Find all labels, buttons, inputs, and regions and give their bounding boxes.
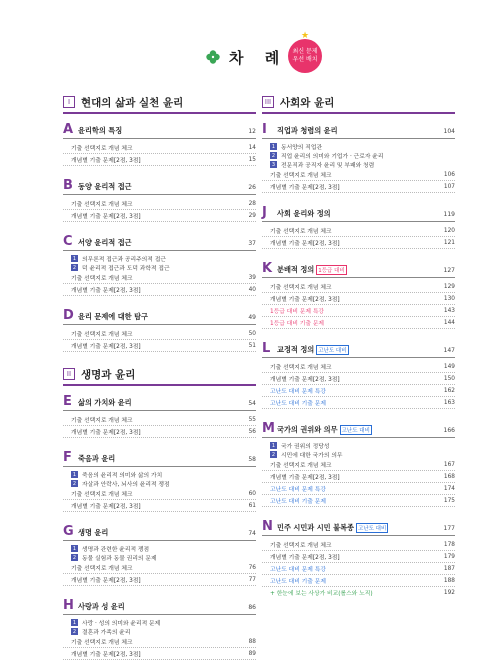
entry-label: 고난도 대비 기출 문제 (270, 499, 326, 505)
section-page: 12 (248, 128, 256, 135)
entry-label: 개념별 기출 문제[2점, 3점] (71, 578, 141, 584)
section-heading[interactable] (63, 234, 256, 251)
entry-page: 143 (443, 307, 455, 314)
toc-entry[interactable] (63, 142, 256, 154)
section-heading[interactable] (63, 524, 256, 541)
toc-entry[interactable] (262, 495, 455, 507)
subtopic-text: 덕 윤리적 접근과 도덕 과학적 접근 (82, 266, 170, 272)
section-tag: 고난도 대비 (316, 345, 348, 355)
toc-entry[interactable] (262, 385, 455, 397)
part-number: III (262, 96, 274, 108)
entry-page: 56 (248, 428, 256, 435)
toc-section (63, 234, 256, 296)
entry-label: 기출 선택지로 개념 체크 (71, 276, 133, 282)
toc-entry[interactable] (262, 225, 455, 237)
subtopic[interactable] (262, 160, 455, 169)
toc-entry[interactable] (262, 305, 455, 317)
toc-entry[interactable] (63, 284, 256, 296)
section-tag: 1등급 대비 (316, 265, 347, 275)
toc-entry[interactable] (262, 181, 455, 193)
toc-section (262, 519, 455, 598)
section-heading[interactable] (262, 341, 455, 358)
subtopic[interactable] (63, 618, 256, 627)
entry-label: 고난도 대비 기출 문제 (270, 401, 326, 407)
clover-icon (205, 49, 221, 65)
toc-entry[interactable] (63, 328, 256, 340)
entry-label: 개념별 기출 문제[2점, 3점] (270, 297, 340, 303)
toc-entry[interactable] (262, 317, 455, 329)
subtopic-number: 1 (72, 545, 77, 552)
entry-page: 106 (443, 171, 455, 178)
entry-label: 개념별 기출 문제[2점, 3점] (270, 377, 340, 383)
part-heading (63, 364, 256, 384)
toc-entry[interactable] (262, 563, 455, 575)
entry-page: 174 (443, 485, 455, 492)
entry-label: 기출 선택지로 개념 체크 (71, 566, 133, 572)
part-heading (262, 92, 455, 112)
toc-part (63, 92, 256, 352)
entry-page: 61 (248, 502, 256, 509)
section-page: 86 (248, 604, 256, 611)
subtopic-number: 1 (271, 143, 276, 150)
subtopic[interactable] (262, 151, 455, 160)
section-title: 직업과 청렴의 윤리 (277, 126, 338, 135)
toc-entry[interactable] (262, 397, 455, 409)
part-number: II (63, 368, 75, 380)
toc-entry[interactable] (63, 636, 256, 648)
section-letter: B (63, 178, 73, 193)
toc-entry[interactable] (63, 426, 256, 438)
toc-entry[interactable] (63, 340, 256, 352)
section-page: 54 (248, 400, 256, 407)
section-title: 분배적 정의 (277, 265, 315, 274)
toc-entry[interactable] (63, 562, 256, 574)
subtopic-number: 2 (72, 480, 77, 487)
part-underline (63, 112, 256, 114)
entry-label: 고난도 대비 기출 문제 (270, 579, 326, 585)
subtopic-number: 2 (72, 628, 77, 635)
entry-page: 121 (443, 239, 455, 246)
entry-label: 기출 선택지로 개념 체크 (71, 492, 133, 498)
section-tag: 고난도 대비 (356, 523, 388, 533)
section-letter: F (63, 450, 72, 465)
toc-entry[interactable] (262, 483, 455, 495)
toc-part (63, 364, 256, 660)
section-heading[interactable] (63, 598, 256, 615)
section-letter: M (262, 421, 275, 436)
section-page: 26 (248, 184, 256, 191)
section-title: 윤리학의 특징 (78, 126, 123, 135)
toc-entry[interactable] (63, 648, 256, 660)
toc-section (63, 598, 256, 660)
subtopic-number: 2 (271, 451, 276, 458)
subtopic[interactable] (63, 553, 256, 562)
section-letter: A (63, 122, 74, 137)
entry-page: 187 (443, 565, 455, 572)
toc-entry[interactable] (63, 488, 256, 500)
entry-label: 개념별 기출 문제[2점, 3점] (71, 504, 141, 510)
subtopic[interactable] (63, 544, 256, 553)
section-title: 사랑과 성 윤리 (78, 602, 125, 611)
entry-label: 기출 선택지로 개념 체크 (270, 365, 332, 371)
entry-label: 개념별 기출 문제[2점, 3점] (270, 185, 340, 191)
toc-entry[interactable] (262, 459, 455, 471)
toc-section (63, 122, 256, 166)
toc-column-left (63, 92, 256, 672)
toc-section (63, 308, 256, 352)
entry-page: 14 (248, 144, 256, 151)
toc-section (63, 524, 256, 586)
toc-header (0, 31, 500, 74)
entry-label: 개념별 기출 문제[2점, 3점] (71, 214, 141, 220)
section-title: 죽음과 윤리 (78, 454, 116, 463)
entry-label: 개념별 기출 문제[2점, 3점] (71, 430, 141, 436)
entry-page: 144 (443, 319, 455, 326)
part-number: I (63, 96, 75, 108)
section-tag: 고난도 대비 (340, 425, 372, 435)
entry-label: 고난도 대비 문제 특강 (270, 567, 326, 573)
section-letter: J (262, 205, 267, 220)
part-underline (262, 112, 455, 114)
section-page: 58 (248, 456, 256, 463)
toc-section (63, 394, 256, 438)
section-heading[interactable] (63, 450, 256, 467)
entry-page: 188 (443, 577, 455, 584)
part-underline (63, 384, 256, 386)
toc-entry[interactable] (63, 154, 256, 166)
entry-label: 기출 선택지로 개념 체크 (71, 146, 133, 152)
entry-page: 167 (443, 461, 455, 468)
entry-label: 개념별 기출 문제[2점, 3점] (71, 344, 141, 350)
entry-label: 개념별 기출 문제[2점, 3점] (270, 475, 340, 481)
subtopic[interactable] (63, 470, 256, 479)
entry-label: 고난도 대비 문제 특강 (270, 389, 326, 395)
entry-label: 기출 선택지로 개념 체크 (270, 463, 332, 469)
entry-label: 개념별 기출 문제[2점, 3점] (71, 158, 141, 164)
toc-entry[interactable] (262, 471, 455, 483)
toc-entry[interactable] (262, 237, 455, 249)
section-title: 사회 윤리와 정의 (277, 209, 331, 218)
entry-label: 개념별 기출 문제[2점, 3점] (270, 241, 340, 247)
section-heading[interactable] (262, 519, 455, 536)
section-letter: D (63, 308, 74, 323)
subtopic-text: 결혼과 가족의 윤리 (82, 630, 131, 636)
toc-entry[interactable] (262, 539, 455, 551)
toc-section (262, 205, 455, 249)
section-heading[interactable] (63, 308, 256, 325)
section-title: 생명 윤리 (78, 528, 109, 537)
entry-page: 162 (443, 387, 455, 394)
section-letter: K (262, 261, 273, 276)
toc-section (63, 450, 256, 512)
toc-entry[interactable] (262, 373, 455, 385)
entry-page: 88 (248, 638, 256, 645)
toc-section (262, 261, 455, 329)
entry-label: 기출 선택지로 개념 체크 (270, 229, 332, 235)
entry-label: 개념별 기출 문제[2점, 3점] (270, 555, 340, 561)
toc-section (262, 122, 455, 193)
toc-entry[interactable] (262, 281, 455, 293)
subtopic-text: 동물 실험과 동물 권리의 문제 (82, 556, 157, 562)
entry-page: 50 (248, 330, 256, 337)
entry-page: 179 (443, 553, 455, 560)
entry-page: 60 (248, 490, 256, 497)
part-heading (63, 92, 256, 112)
toc-entry[interactable] (262, 551, 455, 563)
section-heading[interactable] (262, 421, 455, 438)
entry-page: 76 (248, 564, 256, 571)
subtopic-number: 1 (72, 619, 77, 626)
section-title: 동양 윤리적 접근 (78, 182, 132, 191)
section-title: 서양 윤리적 접근 (78, 238, 132, 247)
part-title[interactable]: 사회와 윤리 (280, 96, 335, 109)
section-title: 교정적 정의 (277, 345, 315, 354)
subtopic-number: 3 (271, 161, 276, 168)
toc-entry[interactable] (63, 198, 256, 210)
section-heading[interactable] (262, 122, 455, 139)
badge-line1: 최신 문제 (292, 48, 318, 55)
section-letter: H (63, 598, 74, 613)
part-title[interactable]: 현대의 삶과 실천 윤리 (81, 96, 184, 109)
entry-label: 기출 선택지로 개념 체크 (71, 640, 133, 646)
entry-label: 기출 선택지로 개념 체크 (270, 543, 332, 549)
toc-entry[interactable] (262, 575, 455, 587)
section-title: 민주 시민과 시민 불복종 (277, 523, 354, 532)
section-heading[interactable] (63, 122, 256, 139)
toc-entry[interactable] (63, 500, 256, 512)
toc-entry[interactable] (262, 169, 455, 181)
star-icon: ★ (301, 31, 310, 41)
entry-label: 기출 선택지로 개념 체크 (71, 332, 133, 338)
entry-label: 개념별 기출 문제[2점, 3점] (71, 288, 141, 294)
section-page: 119 (443, 211, 455, 218)
entry-label: 1등급 대비 문제 특강 (270, 309, 325, 315)
section-letter: E (63, 394, 72, 409)
entry-page: 29 (248, 212, 256, 219)
toc-entry[interactable] (63, 414, 256, 426)
toc-section (63, 178, 256, 222)
section-page: 177 (443, 525, 455, 532)
entry-page: 51 (248, 342, 256, 349)
subtopic-text: 자살과 안락사, 뇌사의 윤리적 쟁점 (82, 482, 170, 488)
entry-page: 178 (443, 541, 455, 548)
note-page: 192 (443, 589, 455, 596)
toc-column-right (262, 92, 455, 610)
section-page: 37 (248, 240, 256, 247)
section-heading[interactable] (63, 394, 256, 411)
subtopic-number: 2 (271, 152, 276, 159)
entry-label: 1등급 대비 기출 문제 (270, 321, 325, 327)
section-page: 104 (443, 128, 455, 135)
subtopic-number: 1 (72, 471, 77, 478)
subtopic-number: 1 (72, 255, 77, 262)
entry-page: 175 (443, 497, 455, 504)
subtopic-number: 2 (72, 264, 77, 271)
subtopic[interactable] (63, 627, 256, 636)
entry-label: 고난도 대비 문제 특강 (270, 487, 326, 493)
section-letter: C (63, 234, 73, 249)
toc-entry[interactable] (63, 574, 256, 586)
entry-page: 39 (248, 274, 256, 281)
entry-page: 28 (248, 200, 256, 207)
section-title: 삶의 가치와 윤리 (78, 398, 132, 407)
section-page: 147 (443, 347, 455, 354)
entry-page: 163 (443, 399, 455, 406)
toc-entry[interactable] (63, 272, 256, 284)
subtopic-text: 사랑 · 성의 의미와 윤리적 문제 (82, 621, 161, 627)
section-heading[interactable] (262, 261, 455, 278)
entry-page: 89 (248, 650, 256, 657)
entry-page: 40 (248, 286, 256, 293)
entry-page: 149 (443, 363, 455, 370)
entry-page: 120 (443, 227, 455, 234)
section-heading[interactable] (262, 205, 455, 222)
entry-page: 107 (443, 183, 455, 190)
entry-page: 55 (248, 416, 256, 423)
entry-label: 기출 선택지로 개념 체크 (71, 202, 133, 208)
subtopic-text: 국가 권위의 정당성 (281, 444, 330, 450)
section-letter: N (262, 519, 273, 534)
latest-problems-badge (288, 31, 322, 73)
entry-page: 168 (443, 473, 455, 480)
subtopic-number: 1 (271, 442, 276, 449)
subtopic-text: 생명과 관련한 윤리적 쟁점 (82, 547, 150, 553)
entry-page: 150 (443, 375, 455, 382)
entry-label: 개념별 기출 문제[2점, 3점] (71, 652, 141, 658)
entry-label: 기출 선택지로 개념 체크 (270, 285, 332, 291)
comparison-note[interactable] (262, 587, 455, 598)
subtopic[interactable] (262, 142, 455, 151)
entry-label: 기출 선택지로 개념 체크 (270, 173, 332, 179)
section-page: 74 (248, 530, 256, 537)
page-title: 차 례 (229, 49, 288, 67)
subtopic-text: 죽음의 윤리적 의미와 삶의 가치 (82, 473, 163, 479)
section-letter: I (262, 122, 267, 137)
badge-line2: 우선 배치 (292, 56, 318, 63)
section-title: 윤리 문제에 대한 탐구 (78, 312, 148, 321)
toc-part (262, 92, 455, 598)
toc-section (262, 341, 455, 409)
toc-entry[interactable] (262, 293, 455, 305)
section-page: 49 (248, 314, 256, 321)
subtopic-text: 동서양의 직업관 (281, 145, 323, 151)
toc-entry[interactable] (262, 361, 455, 373)
entry-page: 15 (248, 156, 256, 163)
part-title[interactable]: 생명과 윤리 (81, 368, 136, 381)
subtopic-text: 시민에 대한 국가의 의무 (281, 453, 343, 459)
subtopic-text: 의무론적 접근과 공리주의적 접근 (82, 257, 166, 263)
subtopic[interactable] (63, 254, 256, 263)
entry-page: 130 (443, 295, 455, 302)
note-label: + 한눈에 보는 사상가 비교(롤스와 노직) (270, 591, 373, 597)
section-heading[interactable] (63, 178, 256, 195)
section-title: 국가의 권위와 의무 (277, 425, 338, 434)
subtopic-number: 2 (72, 554, 77, 561)
section-letter: G (63, 524, 74, 539)
section-letter: L (262, 341, 271, 356)
section-page: 127 (443, 267, 455, 274)
subtopic-text: 직업 윤리의 의미와 기업가 · 근로자 윤리 (281, 154, 384, 160)
entry-label: 기출 선택지로 개념 체크 (71, 418, 133, 424)
subtopic[interactable] (63, 263, 256, 272)
entry-page: 129 (443, 283, 455, 290)
toc-section (262, 421, 455, 507)
subtopic[interactable] (262, 450, 455, 459)
subtopic[interactable] (63, 479, 256, 488)
entry-page: 77 (248, 576, 256, 583)
subtopic-text: 전문직과 공직자 윤리 및 부패와 청렴 (281, 163, 375, 169)
subtopic[interactable] (262, 441, 455, 450)
toc-entry[interactable] (63, 210, 256, 222)
section-page: 166 (443, 427, 455, 434)
